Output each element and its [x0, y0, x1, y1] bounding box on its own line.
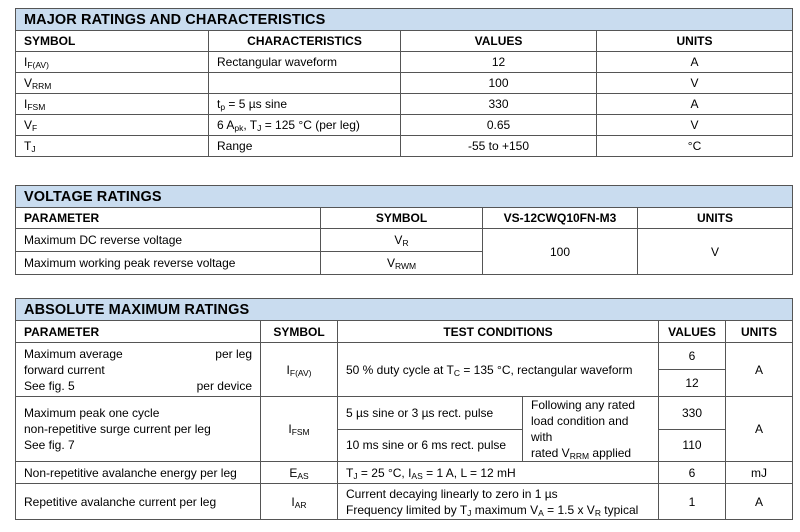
unit-cell: A	[597, 94, 793, 115]
table-row	[16, 52, 793, 73]
table-row	[16, 484, 793, 520]
table-row	[16, 343, 793, 370]
symbol-cell: $I_{FSM}$	[16, 94, 209, 115]
table-row	[16, 115, 793, 136]
value-cell: -55 to +150	[401, 136, 597, 157]
symbol-cell: $V_F$	[16, 115, 209, 136]
col-units: UNITS	[726, 321, 793, 343]
symbol-cell: $I_{F(AV)}$	[261, 343, 338, 397]
value-cell: 12	[659, 370, 726, 397]
value-cell: 330	[401, 94, 597, 115]
major-ratings-table	[15, 8, 793, 157]
table-row	[16, 462, 793, 484]
value-cell: 6	[659, 462, 726, 484]
condition-cell: 50 % duty cycle at $T_C = 135$ °C, rectangular waveform	[338, 343, 659, 397]
parameter-cell: Maximum peak one cycle non-repetitive surge current per leg See fig. 7	[16, 397, 261, 462]
unit-cell: A	[726, 343, 793, 397]
value-cell: 330	[659, 397, 726, 430]
absolute-ratings-title: ABSOLUTE MAXIMUM RATINGS	[16, 299, 793, 321]
characteristic-cell: Range	[209, 136, 401, 157]
symbol-cell: $E_{AS}$	[261, 462, 338, 484]
absolute-max-ratings-table	[15, 298, 793, 520]
col-test-conditions: TEST CONDITIONS	[338, 321, 659, 343]
col-units: UNITS	[597, 31, 793, 52]
unit-cell: V	[597, 115, 793, 136]
symbol-cell: $I_{AR}$	[261, 484, 338, 520]
col-symbol: SYMBOL	[16, 31, 209, 52]
value-cell: 1	[659, 484, 726, 520]
value-cell: 6	[659, 343, 726, 370]
characteristic-cell	[209, 73, 401, 94]
voltage-ratings-table	[15, 185, 793, 275]
col-parameter: PARAMETER	[16, 321, 261, 343]
parameter-cell: Maximum average per leg forward current See fig. 5 per device	[16, 343, 261, 397]
unit-cell: A	[597, 52, 793, 73]
condition-cell: $T_J = 25$ °C, $I_{AS} = 1$ A, L = 12 mH	[338, 462, 659, 484]
characteristic-cell: Rectangular waveform	[209, 52, 401, 73]
col-symbol: SYMBOL	[321, 208, 483, 229]
parameter-cell: Maximum working peak reverse voltage	[16, 252, 321, 275]
col-values: VALUES	[659, 321, 726, 343]
symbol-cell: $V_{RRM}$	[16, 73, 209, 94]
unit-cell: V	[638, 229, 793, 275]
col-characteristics: CHARACTERISTICS	[209, 31, 401, 52]
symbol-cell: $T_J$	[16, 136, 209, 157]
symbol-cell: $I_{F(AV)}$	[16, 52, 209, 73]
col-values: VALUES	[401, 31, 597, 52]
condition-cell: Current decaying linearly to zero in 1 µs Frequency limited by $T_J$ maximum $V_A = 1.5$ x $V_R$ typical	[338, 484, 659, 520]
unit-cell: V	[597, 73, 793, 94]
value-cell: 12	[401, 52, 597, 73]
parameter-cell: Non-repetitive avalanche energy per leg	[16, 462, 261, 484]
table-row	[16, 94, 793, 115]
table-row	[16, 397, 793, 430]
characteristic-cell: $t_p = 5$ µs sine	[209, 94, 401, 115]
condition-cell: 10 ms sine or 6 ms rect. pulse	[338, 429, 523, 462]
symbol-cell: $V_R$	[321, 229, 483, 252]
parameter-cell: Repetitive avalanche current per leg	[16, 484, 261, 520]
symbol-cell: $V_{RWM}$	[321, 252, 483, 275]
voltage-ratings-title: VOLTAGE RATINGS	[16, 186, 793, 208]
col-part-number: VS-12CWQ10FN-M3	[483, 208, 638, 229]
symbol-cell: $I_{FSM}$	[261, 397, 338, 462]
value-cell: 110	[659, 429, 726, 462]
table-row	[16, 229, 793, 252]
unit-cell: A	[726, 397, 793, 462]
condition-note-cell: Following any rated load condition and with rated $V_{RRM}$ applied	[523, 397, 659, 462]
col-parameter: PARAMETER	[16, 208, 321, 229]
col-units: UNITS	[638, 208, 793, 229]
major-ratings-title: MAJOR RATINGS AND CHARACTERISTICS	[16, 9, 793, 31]
unit-cell: °C	[597, 136, 793, 157]
unit-cell: mJ	[726, 462, 793, 484]
value-cell: 100	[483, 229, 638, 275]
table-row	[16, 136, 793, 157]
value-cell: 100	[401, 73, 597, 94]
parameter-cell: Maximum DC reverse voltage	[16, 229, 321, 252]
table-row	[16, 73, 793, 94]
value-cell: 0.65	[401, 115, 597, 136]
characteristic-cell: 6 $A_{pk}$, $T_J = 125$ °C (per leg)	[209, 115, 401, 136]
col-symbol: SYMBOL	[261, 321, 338, 343]
unit-cell: A	[726, 484, 793, 520]
condition-cell: 5 µs sine or 3 µs rect. pulse	[338, 397, 523, 430]
